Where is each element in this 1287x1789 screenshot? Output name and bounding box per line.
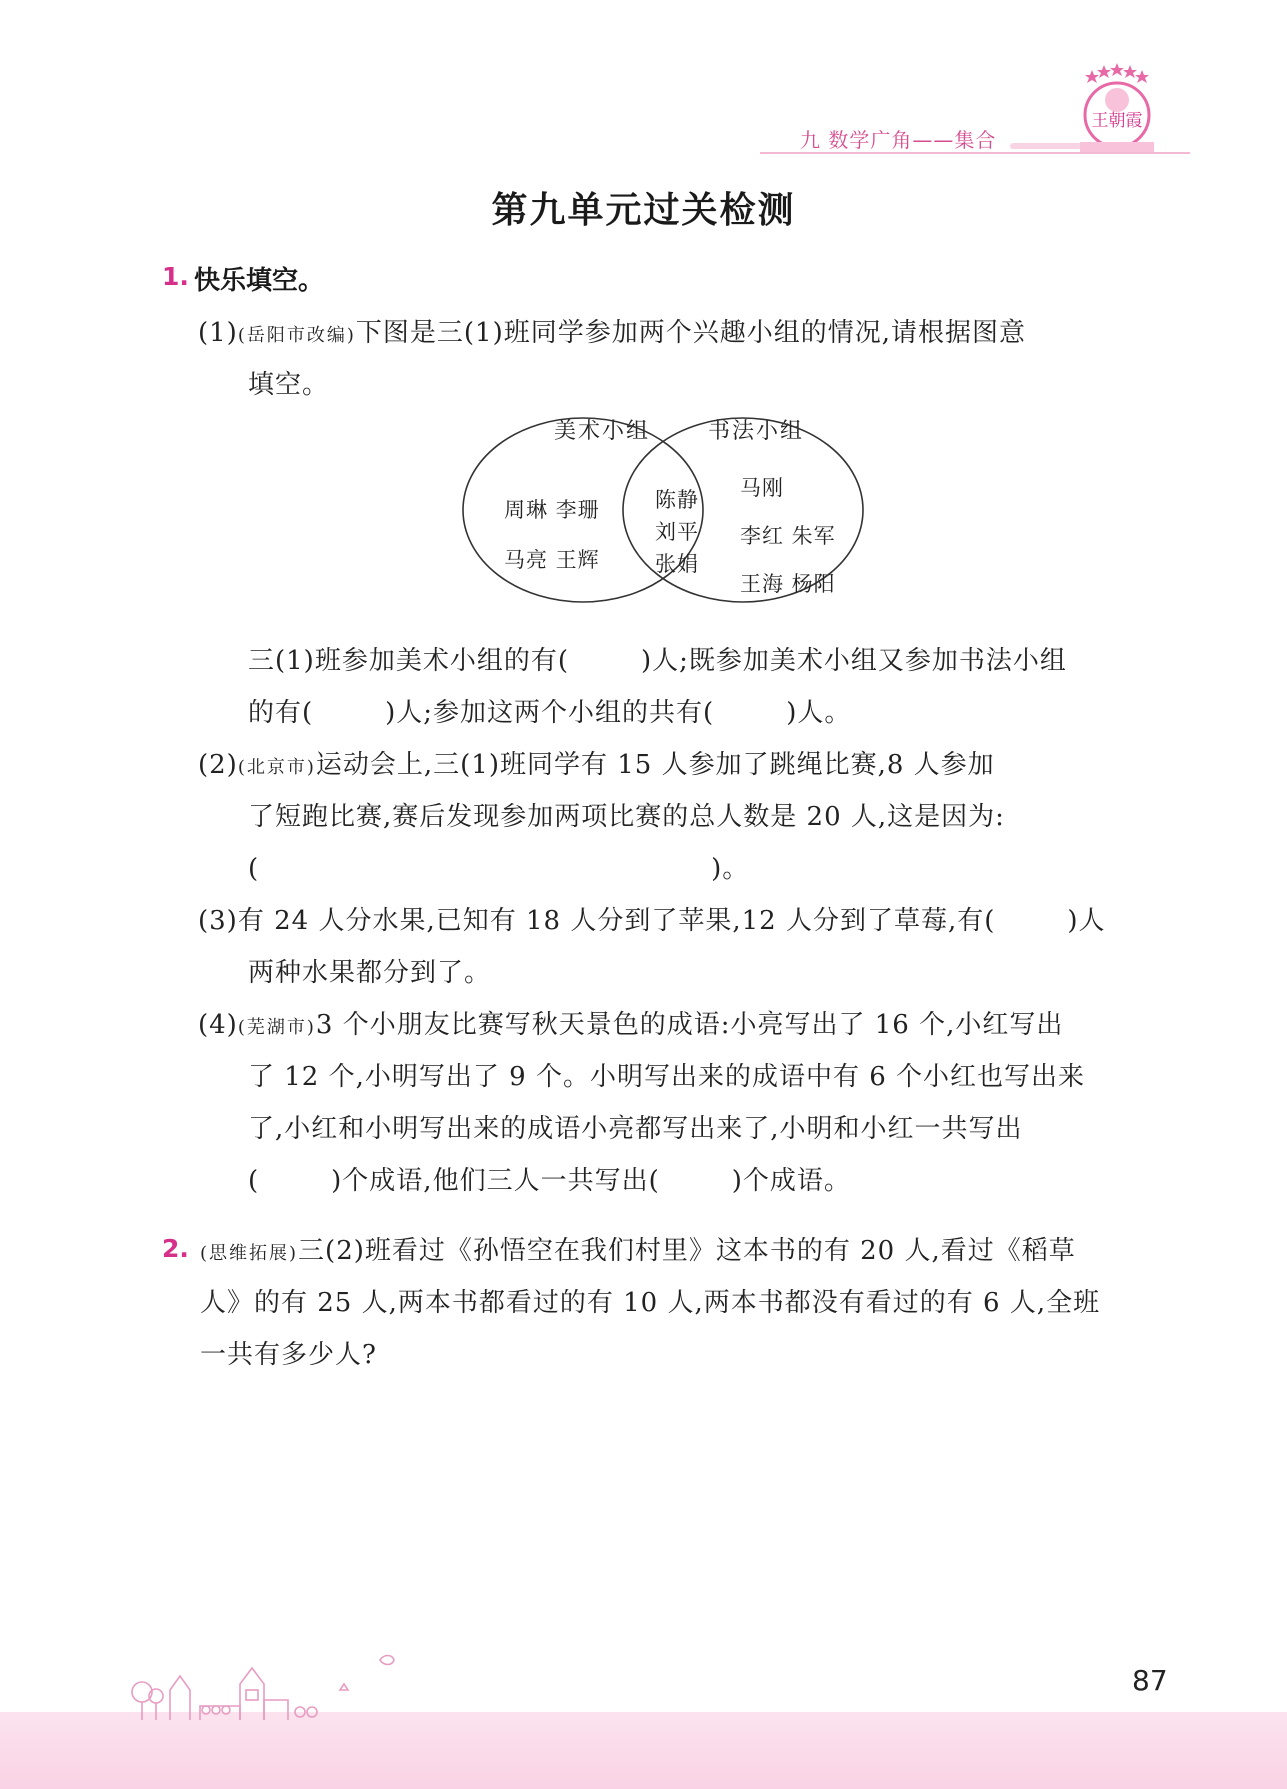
q1-part2-source: (北京市)	[237, 757, 316, 778]
seal-logo-icon	[1074, 60, 1160, 160]
q1-part2-prefix: (2)	[198, 750, 238, 780]
text-segment: 有 24 人分水果,已知有 18 人分到了苹果,12 人分到了草莓,有(	[237, 906, 996, 936]
venn-left-row-2: 马亮 王辉	[504, 548, 600, 572]
text-segment: 的有(	[248, 698, 314, 728]
q1-part3-prefix: (3)	[198, 906, 238, 936]
q2-line2: 人》的有 25 人,两本书都看过的有 10 人,两本书都没有看过的有 6 人,全班	[200, 1288, 1101, 1318]
question-number-1: 1.	[162, 262, 189, 291]
q2-line1	[200, 1230, 1076, 1267]
q2-line3: 一共有多少人?	[200, 1340, 377, 1370]
text-segment: )。	[711, 854, 750, 884]
q1-part4-line2: 了 12 个,小明写出了 9 个。小明写出来的成语中有 6 个小红也写出来	[248, 1062, 1086, 1092]
q1-part1-text1: 下图是三(1)班同学参加两个兴趣小组的情况,请根据图意	[355, 318, 1026, 348]
text-segment: (	[248, 1166, 260, 1196]
text-segment: )人	[1067, 906, 1106, 936]
text-segment: )人;既参加美术小组又参加书法小组	[640, 646, 1067, 676]
q1-part4-source: (芜湖市)	[237, 1017, 316, 1038]
q1-part1-question-line1	[248, 640, 1067, 677]
venn-label-calligraphy: 书法小组	[708, 419, 805, 444]
text-segment: 运动会上,三(1)班同学有 15 人参加了跳绳比赛,8 人参加	[315, 750, 995, 780]
q1-part2-line3	[248, 848, 749, 885]
q1-part4-line3: 了,小红和小明写出来的成语小亮都写出来了,小明和小红一共写出	[248, 1114, 1023, 1144]
page-number: 87	[1132, 1664, 1168, 1697]
question-heading-1: 快乐填空。	[194, 266, 325, 296]
venn-both-row-1: 陈静	[655, 488, 699, 512]
footer-band	[0, 1712, 1287, 1789]
q1-part2-line1	[198, 744, 995, 781]
chapter-header: 九 数学广角——集合	[800, 128, 997, 152]
q1-part1-prefix: (1)	[198, 318, 238, 348]
text-segment: )个成语,他们三人一共写出(	[331, 1166, 660, 1196]
q1-part4-line1	[198, 1004, 1063, 1041]
q2-source: (思维拓展)	[200, 1243, 299, 1264]
text-segment: )人。	[786, 698, 852, 728]
text-segment: 3 个小朋友比赛写秋天景色的成语:小亮写出了 16 个,小红写出	[315, 1010, 1064, 1040]
q1-part1-line2: 填空。	[248, 370, 330, 400]
venn-right-row-1: 马刚	[740, 476, 784, 500]
venn-both-row-2: 刘平	[655, 520, 699, 544]
text-segment: )人;参加这两个小组的共有(	[385, 698, 715, 728]
q1-part1-question-line2	[248, 692, 851, 729]
text-segment: 三(2)班看过《孙悟空在我们村里》这本书的有 20 人,看过《稻草	[298, 1236, 1076, 1266]
q1-part1-line1	[198, 312, 1026, 349]
text-segment: )个成语。	[731, 1166, 851, 1196]
castle-decoration-icon	[120, 1640, 420, 1722]
text-segment: 三(1)班参加美术小组的有(	[248, 646, 569, 676]
page-title: 第九单元过关检测	[491, 190, 796, 231]
question-number-2: 2.	[162, 1234, 189, 1263]
q1-part3-line1	[198, 900, 1106, 937]
venn-label-art: 美术小组	[554, 419, 651, 444]
venn-left-row-1: 周琳 李珊	[504, 498, 600, 522]
venn-right-row-3: 王海 杨阳	[740, 572, 836, 596]
q1-part3-line2: 两种水果都分到了。	[248, 958, 492, 988]
q1-part4-prefix: (4)	[198, 1010, 238, 1040]
venn-right-row-2: 李红 朱军	[740, 524, 836, 548]
q1-part4-line4	[248, 1160, 851, 1197]
q1-part1-source: (岳阳市改编)	[237, 325, 356, 346]
q1-part2-line2: 了短跑比赛,赛后发现参加两项比赛的总人数是 20 人,这是因为:	[248, 802, 1005, 832]
venn-both-row-3: 张娟	[655, 552, 699, 576]
svg-text:王朝霞: 王朝霞	[1091, 111, 1143, 131]
text-segment: (	[248, 854, 260, 884]
